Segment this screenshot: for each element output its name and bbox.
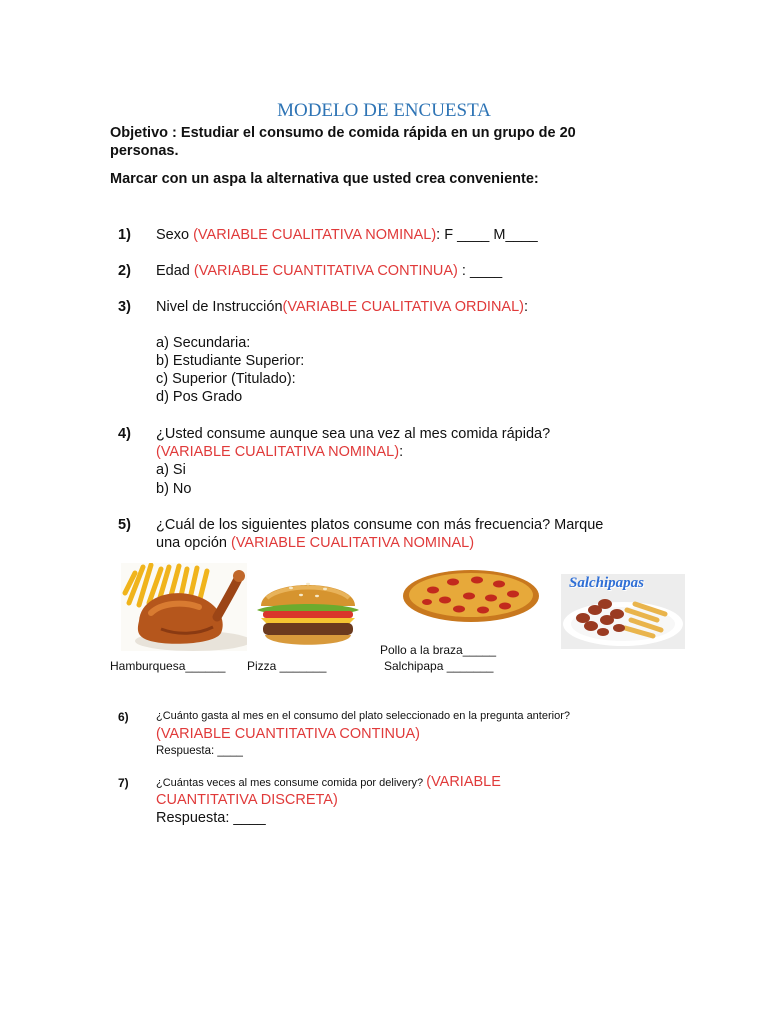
question-3-option-d: d) Pos Grado	[156, 389, 243, 405]
question-3-variable: (VARIABLE CUALITATIVA ORDINAL)	[282, 299, 524, 315]
question-1-text: Sexo	[156, 227, 194, 243]
objective-line-2: personas.	[110, 143, 179, 159]
question-number-6: 6)	[118, 710, 129, 724]
question-5-text-1: ¿Cuál de los siguientes platos consume con más frecuencia? Marque	[156, 517, 604, 533]
question-6-variable: (VARIABLE CUANTITATIVA CONTINUA)	[156, 726, 420, 742]
question-4-variable-line	[156, 444, 403, 460]
question-number-7: 7)	[118, 776, 129, 790]
objective-line-1: Objetivo : Estudiar el consumo de comida rápida en un grupo de 20	[110, 125, 576, 141]
question-7-variable-2: CUANTITATIVA DISCRETA)	[156, 792, 338, 808]
question-4-text: ¿Usted consume aunque sea una vez al mes comida rápida?	[156, 426, 551, 442]
question-3	[156, 299, 528, 315]
question-number-2: 2)	[118, 263, 131, 279]
question-6-answer: Respuesta: ____	[156, 745, 243, 757]
question-5-line-2	[156, 535, 474, 551]
hamburguesa-image	[253, 568, 363, 654]
question-3-option-a: a) Secundaria:	[156, 335, 251, 351]
label-pollo: Pollo a la braza_____	[380, 643, 497, 657]
question-1-variable: (VARIABLE CUALITATIVA NOMINAL)	[193, 227, 437, 243]
question-2-text: Edad	[156, 263, 194, 279]
pizza-image	[401, 568, 541, 624]
instruction: Marcar con un aspa la alternativa que usted crea conveniente:	[110, 171, 539, 187]
question-5-variable: (VARIABLE CUALITATIVA NOMINAL)	[230, 535, 475, 551]
question-4-tail: :	[399, 444, 404, 460]
question-2	[156, 263, 502, 279]
question-5-text-2: una opción	[156, 535, 231, 551]
label-hamburguesa: Hamburquesa______	[110, 659, 226, 673]
pollo-a-la-brasa-image	[121, 563, 247, 651]
question-2-tail: : ____	[457, 263, 503, 279]
question-3-option-b: b) Estudiante Superior:	[156, 353, 305, 369]
question-2-variable: (VARIABLE CUANTITATIVA CONTINUA)	[193, 263, 458, 279]
question-number-1: 1)	[118, 227, 131, 243]
question-1-tail: : F ____ M____	[436, 227, 538, 243]
question-4-variable: (VARIABLE CUALITATIVA NOMINAL)	[156, 444, 400, 460]
question-number-5: 5)	[118, 517, 131, 533]
page-title: MODELO DE ENCUESTA	[277, 100, 491, 121]
label-salchipapa: Salchipapa _______	[384, 659, 494, 673]
question-7-text: ¿Cuántas veces al mes consume comida por delivery?	[156, 777, 427, 789]
salchipapa-image	[561, 574, 685, 649]
salchipapa-sign: Salchipapas	[569, 575, 645, 591]
question-number-3: 3)	[118, 299, 131, 315]
question-7-answer: Respuesta: ____	[156, 810, 266, 826]
question-number-4: 4)	[118, 426, 131, 442]
question-7-variable-1: (VARIABLE	[426, 774, 501, 790]
question-3-option-c: c) Superior (Titulado):	[156, 371, 296, 387]
question-3-text: Nivel de Instrucción	[156, 299, 283, 315]
question-3-tail: :	[523, 299, 529, 315]
question-6-text: ¿Cuánto gasta al mes en el consumo del plato seleccionado en la pregunta anterior?	[156, 710, 570, 722]
question-7-line-1	[156, 774, 501, 790]
label-pizza: Pizza _______	[247, 659, 327, 673]
question-4-option-b: b) No	[156, 481, 192, 497]
question-1	[156, 227, 538, 243]
question-4-option-a: a) Si	[156, 462, 186, 478]
